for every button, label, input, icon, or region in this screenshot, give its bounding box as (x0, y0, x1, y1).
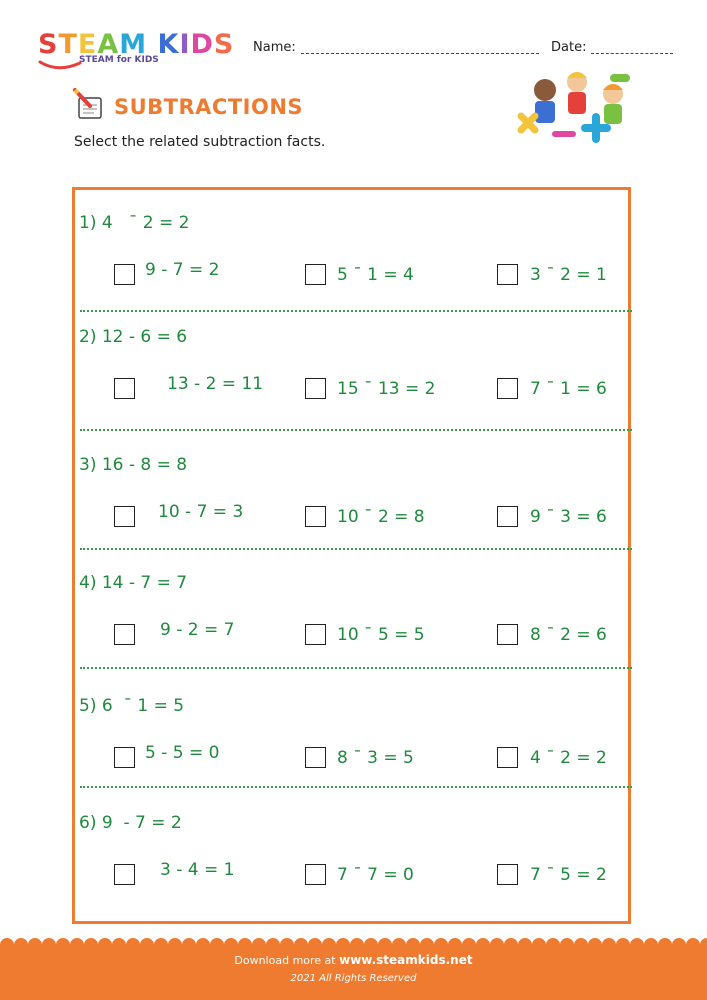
logo-letter: T (58, 29, 78, 60)
answer-option-text: 7 ˉ 7 = 0 (337, 865, 414, 885)
footer-rights: 2021 All Rights Reserved (290, 973, 417, 984)
answer-checkbox[interactable] (497, 864, 518, 885)
question-prompt (79, 573, 187, 593)
answer-option-text: 3 ˉ 2 = 1 (530, 265, 607, 285)
date-field[interactable] (591, 53, 673, 54)
logo-swoosh-icon (38, 59, 83, 73)
answer-checkbox[interactable] (305, 864, 326, 885)
answer-checkbox[interactable] (114, 378, 135, 399)
answer-checkbox[interactable] (305, 747, 326, 768)
question-divider (80, 310, 632, 312)
answer-option-text: 10 ˉ 5 = 5 (337, 625, 425, 645)
answer-option-text: 3 - 4 = 1 (160, 860, 235, 880)
question-number: 5) (79, 696, 102, 716)
answer-option-text: 7 ˉ 5 = 2 (530, 865, 607, 885)
question-divider (80, 786, 632, 788)
footer-download (0, 953, 707, 967)
question-divider (80, 429, 632, 431)
answer-checkbox[interactable] (497, 506, 518, 527)
answer-option-text: 9 - 7 = 2 (145, 260, 220, 280)
logo-letter: S (213, 29, 235, 60)
logo-letter: M (119, 29, 148, 60)
answer-option-text: 15 ˉ 13 = 2 (337, 379, 436, 399)
question-prompt (79, 455, 187, 475)
question-equation: 4 ˉ 2 = 2 (101, 213, 190, 233)
question-prompt (79, 213, 189, 233)
question-number: 2) (79, 327, 102, 347)
answer-checkbox[interactable] (497, 747, 518, 768)
question-equation: 9 - 7 = 2 (101, 813, 182, 833)
question-number: 3) (79, 455, 102, 475)
answer-checkbox[interactable] (305, 624, 326, 645)
question-prompt (79, 696, 184, 716)
answer-checkbox[interactable] (114, 747, 135, 768)
answer-checkbox[interactable] (114, 264, 135, 285)
date-label: Date: (551, 40, 587, 55)
logo-letter: I (179, 29, 191, 60)
answer-option-text: 4 ˉ 2 = 2 (530, 748, 607, 768)
answer-checkbox[interactable] (305, 378, 326, 399)
answer-checkbox[interactable] (497, 624, 518, 645)
answer-option-text: 5 ˉ 1 = 4 (337, 265, 414, 285)
footer-download-prefix: Download more at (234, 954, 340, 967)
logo-letter: K (157, 29, 180, 60)
answer-option-text: 10 - 7 = 3 (158, 502, 244, 522)
logo-letter: D (190, 29, 214, 60)
question-equation: 16 - 8 = 8 (101, 455, 188, 475)
answer-option-text: 9 ˉ 3 = 6 (530, 507, 607, 527)
answer-checkbox[interactable] (114, 506, 135, 527)
scroll-pencil-icon (72, 88, 108, 122)
answer-option-text: 5 - 5 = 0 (145, 743, 220, 763)
name-label: Name: (253, 40, 296, 55)
question-equation: 14 - 7 = 7 (101, 573, 188, 593)
answer-checkbox[interactable] (114, 624, 135, 645)
answer-checkbox[interactable] (497, 378, 518, 399)
page-title: SUBTRACTIONS (114, 95, 304, 119)
kids-math-illustration (515, 68, 640, 158)
answer-option-text: 9 - 2 = 7 (160, 620, 235, 640)
question-number: 4) (79, 573, 102, 593)
question-prompt (79, 813, 182, 833)
instruction-text: Select the related subtraction facts. (74, 134, 326, 150)
logo-letter: A (97, 29, 120, 60)
answer-option-text: 8 ˉ 2 = 6 (530, 625, 607, 645)
question-prompt (79, 327, 187, 347)
logo-letter: S (38, 29, 59, 60)
answer-checkbox[interactable] (305, 264, 326, 285)
answer-checkbox[interactable] (305, 506, 326, 527)
answer-option-text: 13 - 2 = 11 (167, 374, 264, 394)
answer-option-text: 10 ˉ 2 = 8 (337, 507, 425, 527)
answer-option-text: 8 ˉ 3 = 5 (337, 748, 414, 768)
answer-checkbox[interactable] (114, 864, 135, 885)
steam-kids-logo (38, 30, 238, 75)
footer-site-link[interactable]: www.steamkids.net (339, 953, 473, 967)
logo-subtitle: STEAM for KIDS (79, 55, 159, 65)
question-divider (80, 667, 632, 669)
name-field[interactable] (301, 53, 539, 54)
question-divider (80, 548, 632, 550)
answer-option-text: 7 ˉ 1 = 6 (530, 379, 607, 399)
question-number: 1) (79, 213, 102, 233)
question-equation: 12 - 6 = 6 (101, 327, 188, 347)
logo-letter: E (77, 29, 98, 60)
question-equation: 6 ˉ 1 = 5 (101, 696, 185, 716)
question-number: 6) (79, 813, 102, 833)
answer-checkbox[interactable] (497, 264, 518, 285)
